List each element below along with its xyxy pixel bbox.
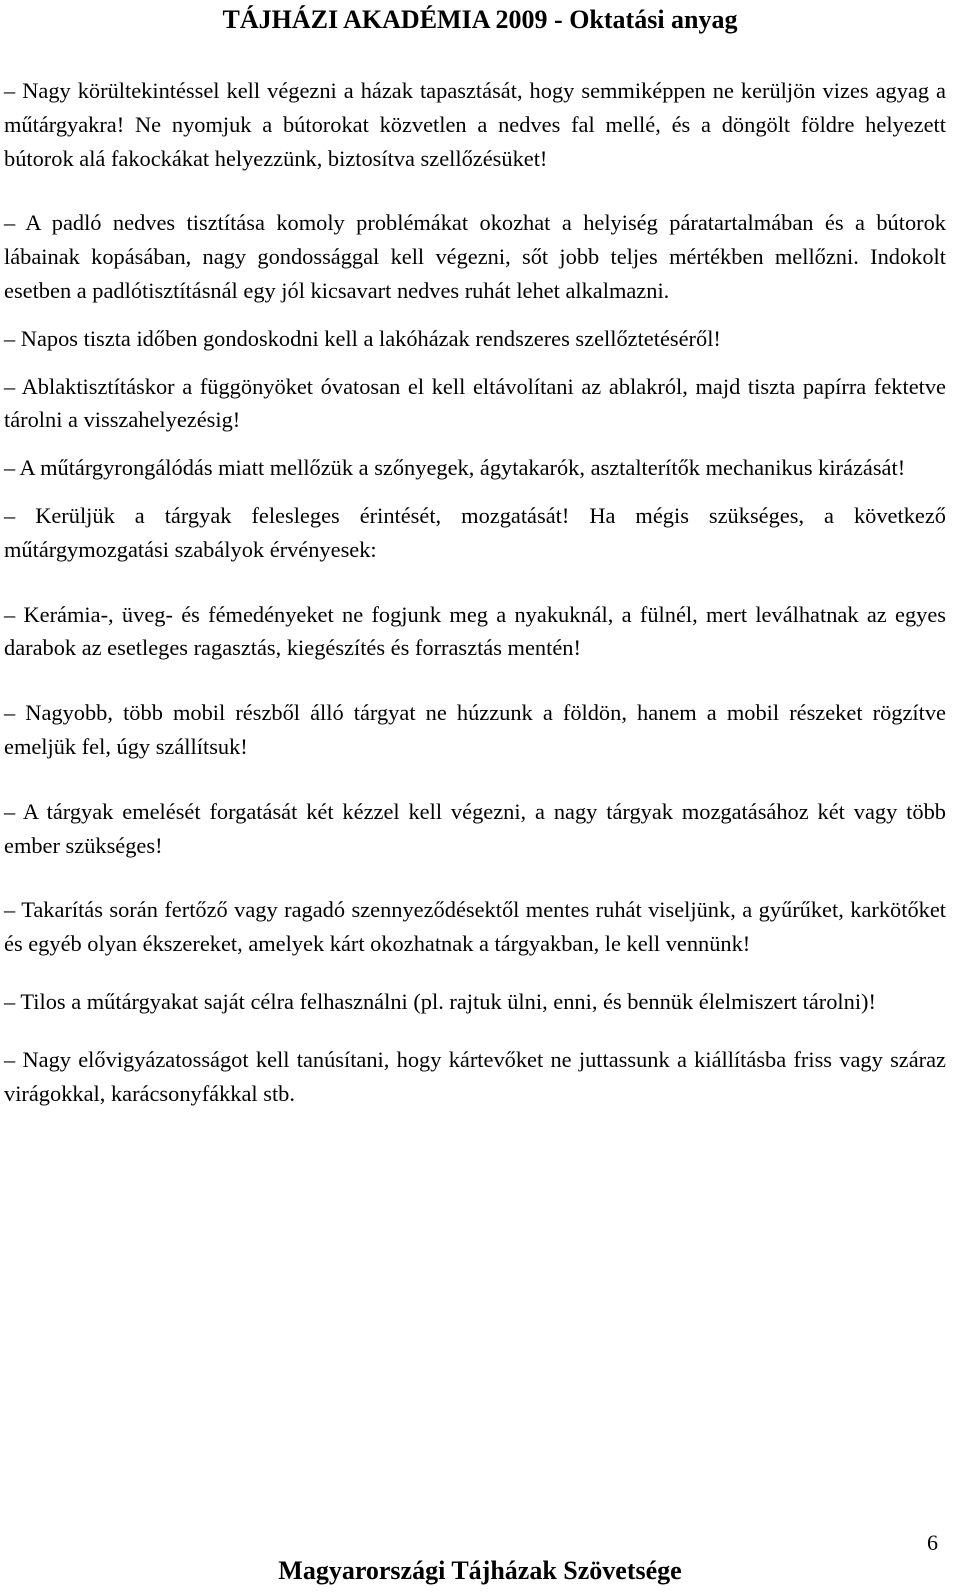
paragraph-12: – Nagy elővigyázatosságot kell tanúsítani, hogy kártevőket ne juttassunk a kiállításba friss vagy száraz virágokkal, karácsonyfákkal stb. [4, 1046, 946, 1106]
paragraph-11: – Tilos a műtárgyakat saját célra felhasználni (pl. rajtuk ülni, enni, és bennük élelmiszert tárolni)! [4, 988, 876, 1014]
paragraph-9: – A tárgyak emelését forgatását két kézzel kell végezni, a nagy tárgyak mozgatásához két vagy több ember szükséges! [4, 798, 946, 858]
paragraph-1: – Nagy körültekintéssel kell végezni a házak tapasztását, hogy semmiképpen ne kerüljön vizes agyag a műtárgyakra! Ne nyomjuk a bútorokat közvetlen a nedves fal mellé, és a döngölt földre helyezett bútorok alá fakockákat helyezzünk, biztosítva szellőzésüket! [4, 78, 946, 171]
paragraph-6: – Kerüljük a tárgyak felesleges érintését, mozgatását! Ha mégis szükséges, a következő műtárgymozgatási szabályok érvényesek: [4, 502, 946, 562]
paragraph-10: – Takarítás során fertőző vagy ragadó szennyeződésektől mentes ruhát viseljünk, a gyűrűket, karkötőket és egyéb olyan ékszereket, amelyek kárt okozhatnak a tárgyakban, le kell vennünk! [4, 897, 946, 957]
page-header: TÁJHÁZI AKADÉMIA 2009 - Oktatási anyag [222, 5, 738, 34]
paragraph-2: – A padló nedves tisztítása komoly problémákat okozhat a helyiség páratartalmában és a bútorok lábainak kopásában, nagy gondossággal kell végezni, sőt jobb teljes mértékben mellőzni. Indokolt esetben a padlótisztításnál egy jól kicsavart nedves ruhát lehet alkalmazni. [4, 210, 946, 303]
paragraph-7: – Kerámia-, üveg- és fémedényeket ne fogjunk meg a nyakuknál, a fülnél, mert leválhatnak az egyes darabok az esetleges ragasztás, kiegészítés és forrasztás mentén! [4, 601, 946, 661]
paragraph-3: – Napos tiszta időben gondoskodni kell a lakóházak rendszeres szellőztetéséről! [4, 325, 721, 351]
page-number: 6 [927, 1530, 938, 1555]
page-footer: Magyarországi Tájházak Szövetsége [278, 1556, 682, 1585]
paragraph-8: – Nagyobb, több mobil részből álló tárgyat ne húzzunk a földön, hanem a mobil részeket rögzítve emeljük fel, úgy szállítsuk! [4, 700, 946, 759]
paragraph-5: – A műtárgyrongálódás miatt mellőzük a szőnyegek, ágytakarók, asztalterítők mechanikus kirázását! [4, 455, 906, 481]
document-body [4, 74, 946, 1110]
paragraph-4: – Ablaktisztításkor a függönyöket óvatosan el kell eltávolítani az ablakról, majd tiszta papírra fektetve tárolni a visszahelyezésig! [4, 373, 946, 433]
